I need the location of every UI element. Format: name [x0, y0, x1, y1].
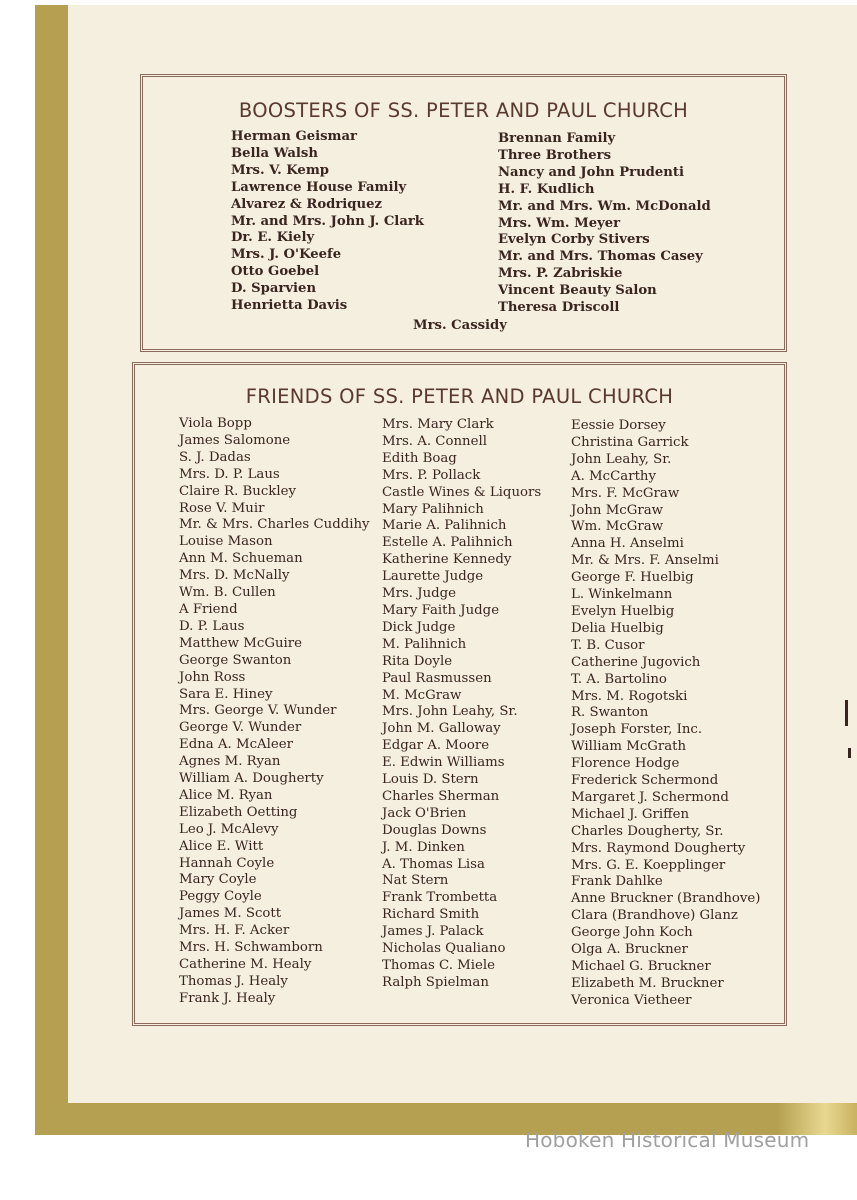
- list-item: Mrs. G. E. Koepplinger: [571, 857, 726, 873]
- list-item: H. F. Kudlich: [498, 181, 595, 197]
- list-item: Frank Dahlke: [571, 874, 663, 890]
- list-item: Estelle A. Palihnich: [382, 535, 513, 551]
- list-item: Mrs. P. Pollack: [382, 467, 481, 483]
- list-item: John Leahy, Sr.: [571, 451, 672, 467]
- list-item: Mr. and Mrs. Thomas Casey: [498, 249, 703, 265]
- list-item: D. Sparvien: [231, 281, 317, 297]
- list-item: Three Brothers: [498, 147, 612, 163]
- list-item: Mary Faith Judge: [382, 602, 500, 618]
- list-item: Alvarez & Rodriquez: [231, 196, 382, 212]
- list-item: Castle Wines & Liquors: [382, 484, 542, 500]
- boosters-last-name: Mrs. Cassidy: [413, 318, 507, 333]
- list-item: Elizabeth M. Bruckner: [571, 975, 724, 991]
- list-item: Catherine M. Healy: [179, 957, 312, 972]
- friends-column-1: [179, 416, 370, 1008]
- list-item: S. J. Dadas: [179, 449, 251, 465]
- list-item: Jack O'Brien: [382, 805, 467, 821]
- list-item: Delia Huelbig: [571, 620, 664, 636]
- edge-mark: [848, 748, 851, 758]
- list-item: William McGrath: [571, 739, 687, 755]
- list-item: Mrs. Judge: [382, 586, 457, 602]
- list-item: Elizabeth Oetting: [179, 804, 298, 820]
- list-item: Anna H. Anselmi: [571, 536, 684, 552]
- list-item: D. P. Laus: [179, 618, 245, 634]
- list-item: A Friend: [179, 601, 238, 617]
- list-item: John McGraw: [571, 502, 664, 518]
- list-item: Katherine Kennedy: [382, 552, 512, 568]
- list-item: William A. Dougherty: [179, 771, 324, 787]
- list-item: Ann M. Schueman: [179, 551, 303, 567]
- list-item: Mrs. J. O'Keefe: [231, 247, 342, 263]
- list-item: Wm. B. Cullen: [179, 585, 276, 601]
- list-item: Edgar A. Moore: [382, 738, 490, 754]
- list-item: Dr. E. Kiely: [231, 230, 315, 246]
- list-item: Vincent Beauty Salon: [498, 283, 657, 299]
- list-item: Matthew McGuire: [179, 635, 302, 651]
- list-item: Mary Palihnich: [382, 501, 484, 517]
- list-item: A. Thomas Lisa: [382, 856, 485, 872]
- list-item: Hannah Coyle: [179, 855, 275, 871]
- list-item: Mr. and Mrs. John J. Clark: [231, 213, 424, 229]
- list-item: Christina Garrick: [571, 434, 689, 450]
- list-item: E. Edwin Williams: [382, 755, 505, 771]
- list-item: Herman Geismar: [231, 129, 358, 144]
- list-item: Charles Dougherty, Sr.: [571, 823, 724, 839]
- list-item: Mrs. Wm. Meyer: [498, 215, 621, 231]
- list-item: Evelyn Corby Stivers: [498, 232, 650, 248]
- boosters-right-column: [498, 131, 711, 317]
- list-item: Mrs. M. Rogotski: [571, 688, 688, 704]
- list-item: Henrietta Davis: [231, 298, 348, 314]
- list-item: Joseph Forster, Inc.: [571, 722, 703, 738]
- friends-column-2: [382, 417, 541, 992]
- list-item: Margaret J. Schermond: [571, 789, 729, 805]
- list-item: Rita Doyle: [382, 653, 453, 669]
- list-item: Brennan Family: [498, 131, 616, 146]
- list-item: Michael G. Bruckner: [571, 959, 711, 974]
- list-item: Douglas Downs: [382, 822, 487, 838]
- list-item: Frank J. Healy: [179, 990, 276, 1006]
- list-item: Nicholas Qualiano: [382, 941, 506, 957]
- list-item: Leo J. McAlevy: [179, 821, 279, 837]
- list-item: John M. Galloway: [382, 721, 501, 737]
- list-item: James M. Scott: [179, 906, 282, 922]
- list-item: Louise Mason: [179, 534, 273, 550]
- list-item: Claire R. Buckley: [179, 483, 296, 499]
- list-item: Rose V. Muir: [179, 500, 265, 516]
- list-item: T. B. Cusor: [571, 637, 645, 653]
- list-item: M. McGraw: [382, 687, 462, 703]
- friends-column-3: [571, 418, 761, 1010]
- list-item: Mrs. D. McNally: [179, 568, 290, 584]
- list-item: Mr. & Mrs. Charles Cuddihy: [179, 517, 370, 533]
- boosters-title: BOOSTERS OF SS. PETER AND PAUL CHURCH: [238, 99, 689, 122]
- list-item: Thomas C. Miele: [382, 958, 496, 973]
- list-item: Anne Bruckner (Brandhove): [571, 891, 761, 907]
- list-item: Mrs. John Leahy, Sr.: [382, 704, 518, 720]
- list-item: Mrs. D. P. Laus: [179, 466, 280, 482]
- list-item: Peggy Coyle: [179, 889, 262, 905]
- list-item: John Ross: [179, 669, 246, 685]
- list-item: Mrs. H. Schwamborn: [179, 940, 323, 956]
- list-item: Mary Coyle: [179, 872, 257, 888]
- list-item: Edna A. McAleer: [179, 737, 294, 753]
- list-item: Olga A. Bruckner: [571, 942, 688, 958]
- list-item: M. Palihnich: [382, 636, 467, 652]
- list-item: Florence Hodge: [571, 756, 680, 772]
- list-item: Mrs. Mary Clark: [382, 417, 494, 432]
- list-item: Alice M. Ryan: [179, 787, 273, 803]
- list-item: Charles Sherman: [382, 788, 500, 804]
- boosters-left-column: [231, 129, 424, 315]
- list-item: Veronica Vietheer: [571, 992, 692, 1008]
- edge-mark: [845, 700, 848, 726]
- boosters-box: [140, 74, 787, 352]
- list-item: Michael J. Griffen: [571, 806, 690, 822]
- list-item: Richard Smith: [382, 907, 480, 923]
- list-item: Bella Walsh: [231, 145, 318, 161]
- list-item: Frederick Schermond: [571, 773, 719, 789]
- list-item: Clara (Brandhove) Glanz: [571, 908, 738, 924]
- list-item: Mrs. George V. Wunder: [179, 703, 337, 719]
- list-item: Frank Trombetta: [382, 890, 498, 906]
- list-item: T. A. Bartolino: [571, 671, 667, 687]
- list-item: Mrs. V. Kemp: [231, 162, 329, 178]
- list-item: Mrs. A. Connell: [382, 433, 487, 449]
- list-item: Ralph Spielman: [382, 974, 489, 990]
- list-item: Laurette Judge: [382, 569, 484, 585]
- list-item: Mrs. P. Zabriskie: [498, 266, 623, 282]
- list-item: Mr. and Mrs. Wm. McDonald: [498, 198, 711, 214]
- list-item: Nat Stern: [382, 873, 449, 889]
- list-item: George Swanton: [179, 652, 292, 668]
- list-item: Theresa Driscoll: [498, 300, 620, 316]
- list-item: Viola Bopp: [179, 416, 252, 431]
- friends-title: FRIENDS OF SS. PETER AND PAUL CHURCH: [245, 385, 674, 408]
- museum-watermark: Hoboken Historical Museum: [525, 1128, 810, 1152]
- list-item: Thomas J. Healy: [179, 973, 288, 989]
- list-item: Evelyn Huelbig: [571, 603, 675, 619]
- list-item: Dick Judge: [382, 619, 456, 635]
- list-item: Agnes M. Ryan: [179, 754, 281, 770]
- list-item: James Salomone: [179, 432, 291, 448]
- list-item: Marie A. Palihnich: [382, 518, 507, 534]
- list-item: J. M. Dinken: [382, 839, 465, 855]
- list-item: Paul Rasmussen: [382, 670, 492, 686]
- list-item: L. Winkelmann: [571, 587, 673, 603]
- list-item: Catherine Jugovich: [571, 654, 701, 670]
- list-item: Mr. & Mrs. F. Anselmi: [571, 553, 719, 569]
- list-item: Otto Goebel: [231, 264, 320, 280]
- list-item: George John Koch: [571, 925, 693, 941]
- list-item: A. McCarthy: [571, 468, 656, 484]
- list-item: Eessie Dorsey: [571, 418, 666, 433]
- list-item: Sara E. Hiney: [179, 686, 273, 702]
- list-item: R. Swanton: [571, 705, 649, 721]
- list-item: George V. Wunder: [179, 720, 302, 736]
- list-item: James J. Palack: [382, 924, 484, 940]
- list-item: Nancy and John Prudenti: [498, 164, 684, 180]
- friends-box: [132, 362, 787, 1026]
- list-item: Lawrence House Family: [231, 179, 407, 195]
- list-item: George F. Huelbig: [571, 570, 694, 586]
- list-item: Edith Boag: [382, 450, 457, 466]
- list-item: Mrs. F. McGraw: [571, 485, 680, 501]
- list-item: Louis D. Stern: [382, 772, 479, 788]
- list-item: Mrs. Raymond Dougherty: [571, 840, 746, 856]
- list-item: Mrs. H. F. Acker: [179, 923, 290, 939]
- list-item: Alice E. Witt: [179, 838, 264, 854]
- list-item: Wm. McGraw: [571, 519, 664, 535]
